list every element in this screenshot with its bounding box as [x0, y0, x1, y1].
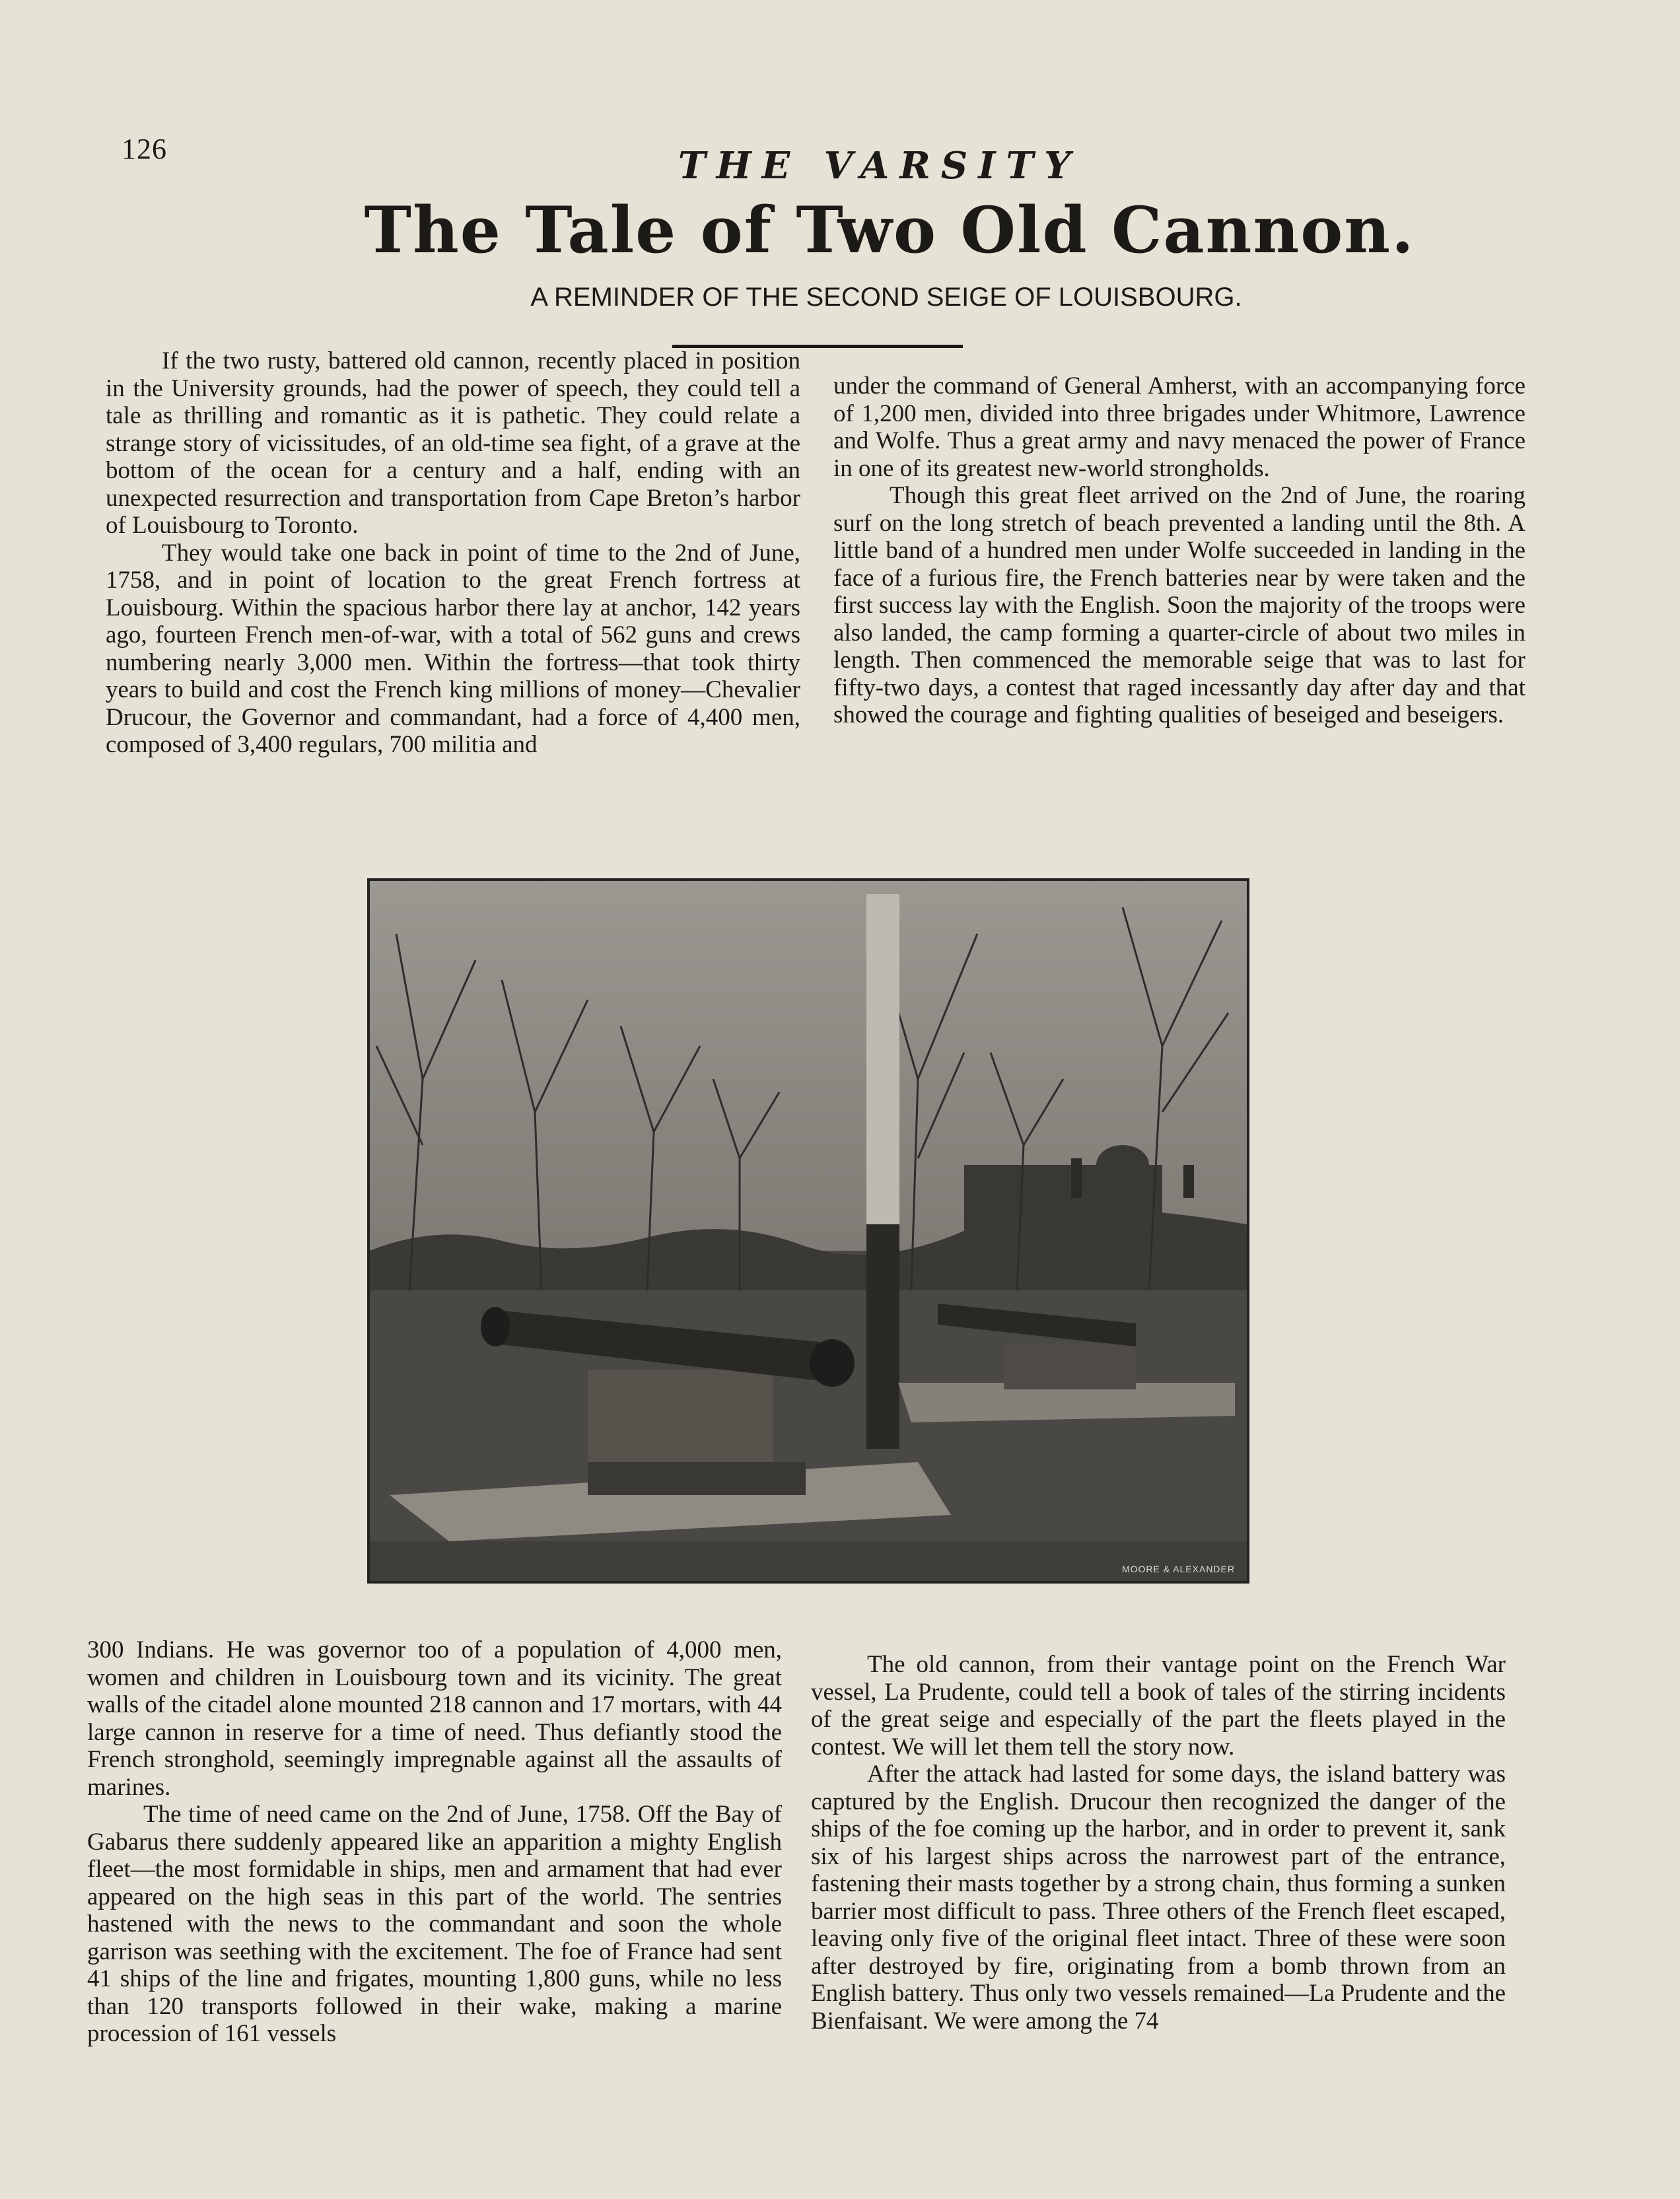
- paragraph: If the two rusty, battered old cannon, recently placed in position in the University grounds, had the power of speech, they could tell a tale as thrilling and romantic as it is pathetic. They could relate a strange story of vicissitudes, of an old-time sea fight, of a grave at the bottom of the ocean for a century and a half, ending with an unexpected resurrection and transportation from Cape Breton’s harbor of Louisbourg to Toronto.: [106, 347, 800, 539]
- column-top-left: [106, 347, 800, 759]
- paragraph: The old cannon, from their vantage point on the French War vessel, La Prudente, could tell a book of tales of the stirring incidents of the great seige and especially of the part the fleets played in the contest. We will let them tell the story now.: [811, 1651, 1506, 1761]
- paragraph: Though this great fleet arrived on the 2nd of June, the roaring surf on the long stretch of beach prevented a landing until the 8th. A little band of a hundred men under Wolfe succeeded in landing in the face of a furious fire, the French batteries near by were taken and the first success lay with the English. Soon the majority of the troops were also landed, the camp forming a quarter-circle of about two miles in length. Then commenced the memorable seige that was to last for fifty-two days, a contest that raged incessantly day after day and that showed the courage and fighting qualities of beseiged and beseigers.: [833, 482, 1525, 728]
- column-top-right: [833, 372, 1525, 729]
- paragraph: The time of need came on the 2nd of June, 1758. Off the Bay of Gabarus there suddenly appeared like an apparition a mighty English fleet—the most formidable in ships, men and armament that had ever appeared on the high seas in this part of the world. The sentries hastened with the news to the commandant and soon the whole garrison was seething with the excitement. The foe of France had sent 41 ships of the line and frigates, mounting 1,800 guns, while no less than 120 transports followed in their wake, making a marine procession of 161 vessels: [87, 1801, 782, 2047]
- paragraph: under the command of General Amherst, with an accompanying force of 1,200 men, divided into three brigades under Whitmore, Lawrence and Wolfe. Thus a great army and navy menaced the power of France in one of its greatest new-world strongholds.: [833, 372, 1525, 482]
- column-bottom-right: [811, 1651, 1506, 2035]
- photo-credit: MOORE & ALEXANDER: [1121, 1564, 1235, 1574]
- paragraph: 300 Indians. He was governor too of a population of 4,000 men, women and children in Louisbourg town and its vicinity. The great walls of the citadel alone mounted 218 cannon and 17 mortars, with 44 large cannon in reserve for a time of need. Thus defiantly stood the French stronghold, seemingly impregnable against all the assaults of marines.: [87, 1636, 782, 1801]
- cannon-photo-illustration: [370, 881, 1247, 1581]
- paragraph: They would take one back in point of time to the 2nd of June, 1758, and in point of location to the great French fortress at Louisbourg. Within the spacious harbor there lay at anchor, 142 years ago, fourteen French men-of-war, with a total of 562 guns and crews numbering nearly 3,000 men. Within the fortress—that took thirty years to build and cost the French king millions of money—Chevalier Drucour, the Governor and commandant, had a force of 4,400 men, composed of 3,400 regulars, 700 militia and: [106, 539, 800, 758]
- paragraph: After the attack had lasted for some days, the island battery was captured by the English. Drucour then recognized the danger of the ships of the foe coming up the harbor, and in order to prevent it, sank six of his largest ships across the narrowest part of the entrance, fastening their masts together by a strong chain, thus forming a sunken barrier most difficult to pass. Three others of the French fleet escaped, leaving only five of the original fleet intact. Three of these were soon after destroyed by fire, originating from a bomb thrown from an English battery. Thus only two vessels remained—La Prudente and the Bienfaisant. We were among the 74: [811, 1761, 1506, 2035]
- article-subtitle: A REMINDER OF THE SECOND SEIGE OF LOUISBOURG.: [530, 283, 1242, 312]
- article-title: The Tale of Two Old Cannon.: [364, 193, 1415, 267]
- publication-masthead: THE VARSITY: [678, 144, 1082, 188]
- cannon-photograph: [367, 878, 1249, 1584]
- page-number: 126: [122, 133, 167, 165]
- column-bottom-left: [87, 1636, 782, 2048]
